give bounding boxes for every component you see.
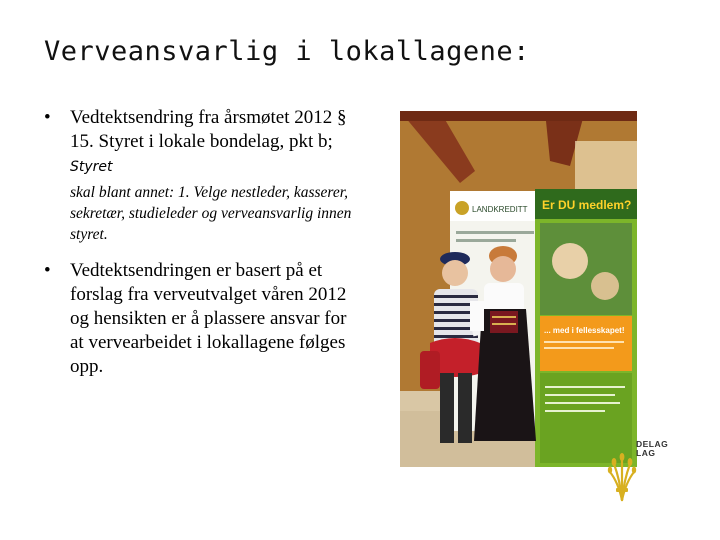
logo-text-line-2: LAG — [636, 448, 656, 458]
bullet-sub-text: skal blant annet: 1. Velge nestleder, kasserer, sekretær, studieleder og verveansvarlig innen styret. — [70, 184, 352, 243]
bullet-item-2 — [44, 259, 364, 379]
banner-headline: Er DU medlem? — [542, 198, 632, 212]
logo-text-line-1: DELAG — [636, 439, 669, 449]
banner-subline: ... med i fellesskapet! — [544, 326, 625, 335]
banner-left-text: LANDKREDITT — [472, 205, 528, 214]
bullet-marker: • — [44, 260, 51, 281]
logo-text — [636, 440, 668, 458]
slide-title: Verveansvarlig i lokallagene: — [44, 36, 530, 67]
bullet-marker: • — [44, 107, 51, 128]
bullet-text: Vedtektsendringen er basert på et forslag fra verveutvalget våren 2012 og hensikten er å plassere ansvar for at vervearbeidet i lokallagene følges opp. — [70, 260, 347, 377]
bullet-inline-italic: Styret — [70, 159, 113, 175]
slide-body — [44, 106, 364, 379]
bullet-text: Vedtektsendring fra årsmøtet 2012 § 15. Styret i lokale bondelag, pkt b; — [70, 107, 347, 152]
event-photo — [400, 111, 637, 467]
bullet-item-1 — [44, 106, 364, 245]
